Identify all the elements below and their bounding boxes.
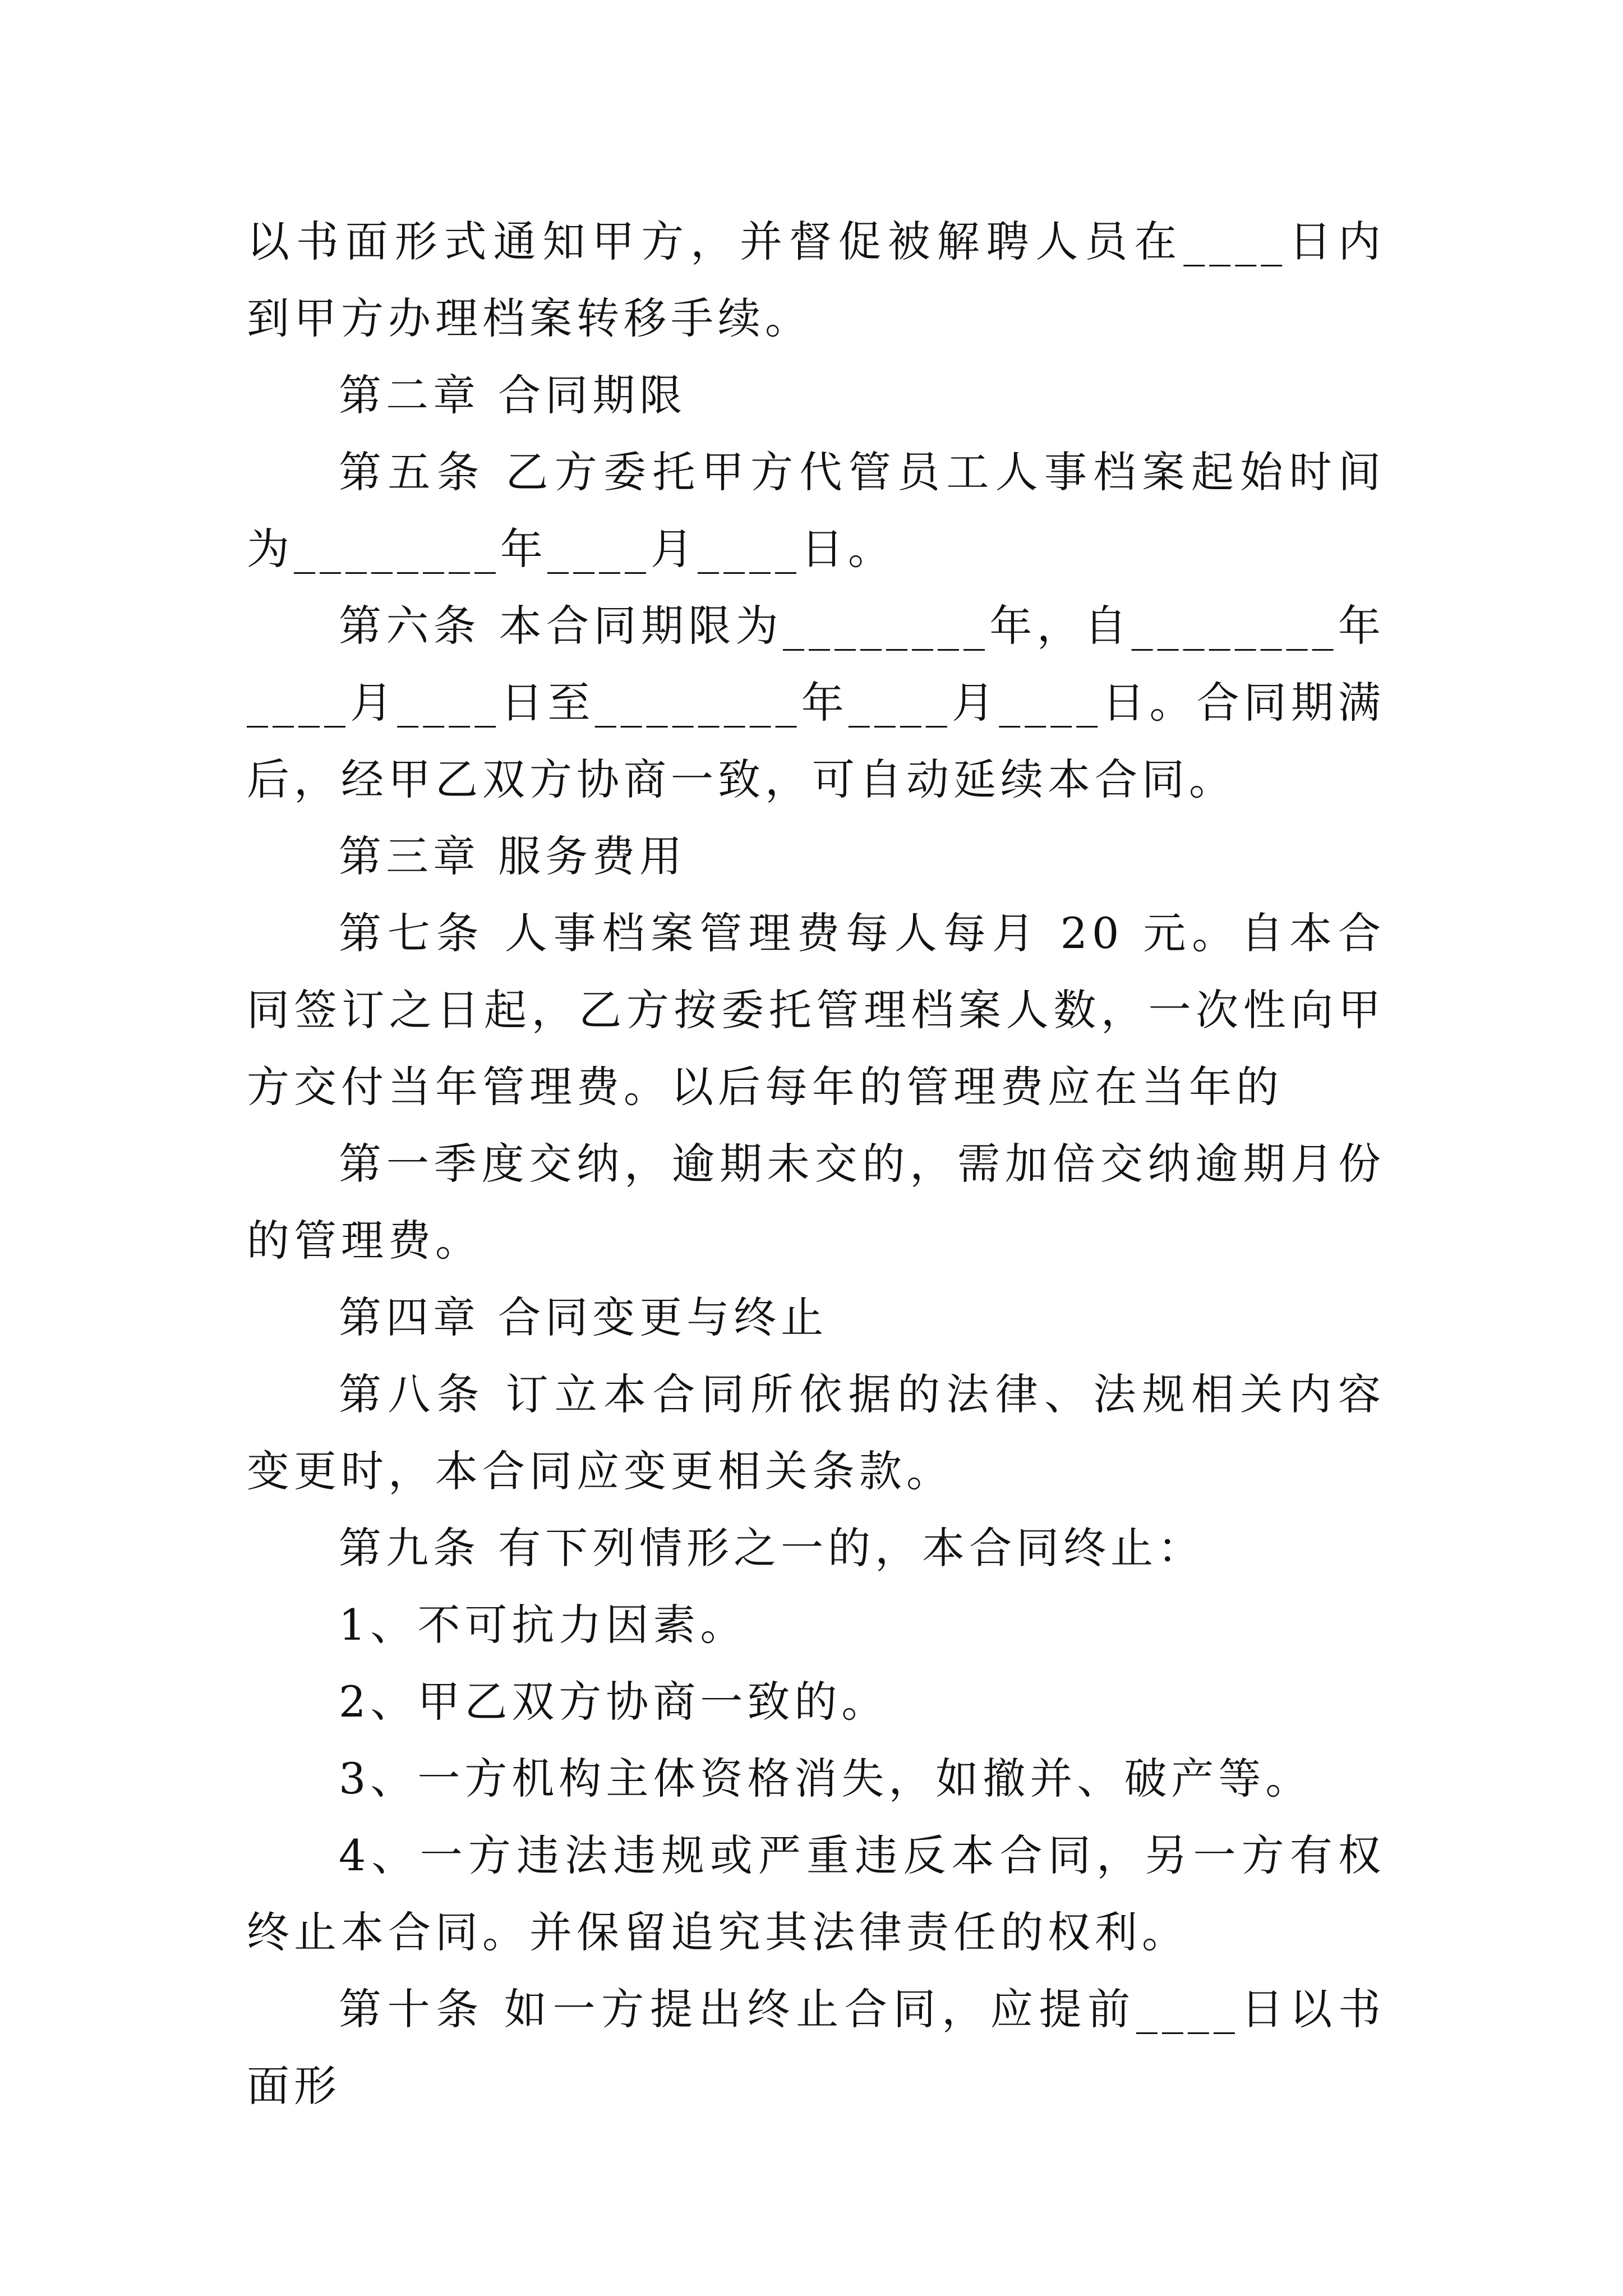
paragraph-continuation-notice: 以书面形式通知甲方，并督促被解聘人员在____日内到甲方办理档案转移手续。 [247,217,1385,343]
list-item-2: 2、甲乙双方协商一致的。 [339,1677,889,1727]
chapter-four-heading: 第四章 合同变更与终止 [339,1292,828,1342]
article-ten: 第十条 如一方提出终止合同，应提前____日以书面形 [247,1984,1385,2111]
list-item-1: 1、不可抗力因素。 [339,1600,748,1650]
chapter-two-heading: 第二章 合同期限 [339,370,687,420]
chapter-three-heading: 第三章 服务费用 [339,831,687,881]
list-item-4: 4、一方违法违规或严重违反本合同，另一方有权终止本合同。并保留追究其法律责任的权利。 [247,1830,1385,1957]
list-item-3: 3、一方机构主体资格消失，如撤并、破产等。 [339,1754,1313,1803]
article-six: 第六条 本合同期限为________年，自________年____月____日至________年____月____日。合同期满后，经甲乙双方协商一致，可自动延续本合同。 [247,601,1385,804]
article-five: 第五条 乙方委托甲方代管员工人事档案起始时间为________年____月____日。 [247,447,1385,574]
article-seven-continued: 第一季度交纳，逾期未交的，需加倍交纳逾期月份的管理费。 [247,1139,1385,1266]
article-seven: 第七条 人事档案管理费每人每月 20 元。自本合同签订之日起，乙方按委托管理档案人数，一次性向甲方交付当年管理费。以后每年的管理费应在当年的 [247,908,1385,1112]
article-eight: 第八条 订立本合同所依据的法律、法规相关内容变更时，本合同应变更相关条款。 [247,1369,1385,1496]
article-nine: 第九条 有下列情形之一的，本合同终止： [339,1523,1205,1573]
document-page [247,203,1385,2124]
